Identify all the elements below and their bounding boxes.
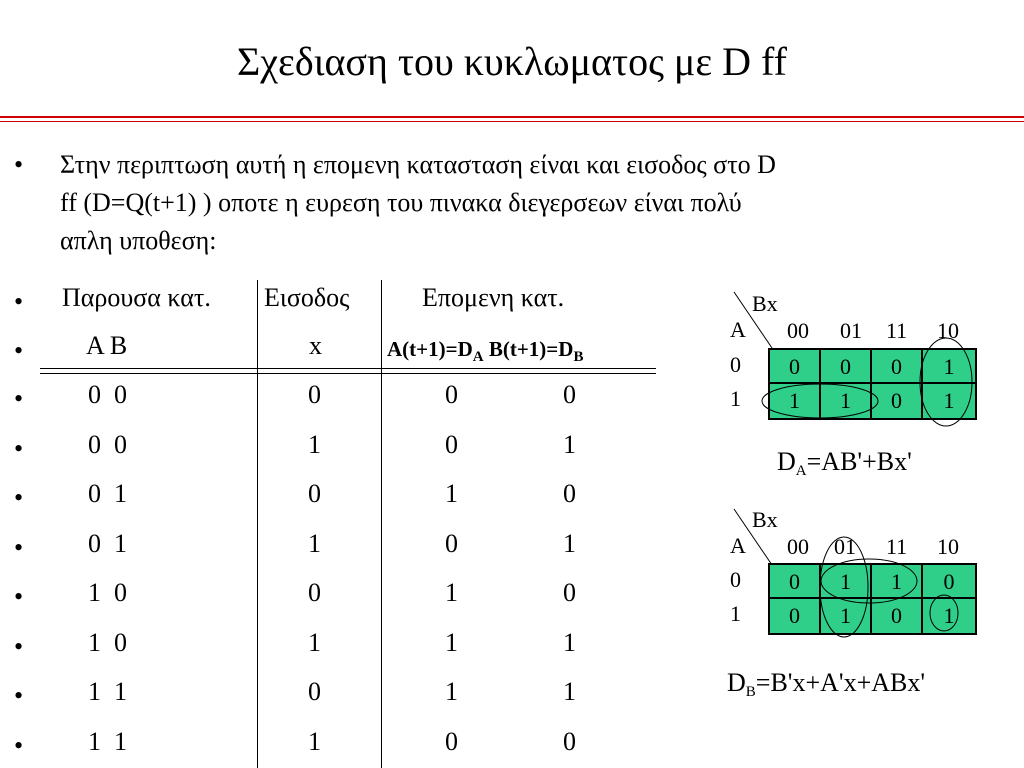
kmap-da-cell: 0 (820, 349, 871, 383)
table-cell-ab: 0 0 (88, 429, 127, 459)
kmap-db-bx-label: Bx (752, 507, 778, 532)
bullet-dot: • (14, 730, 24, 760)
slide-title: Σχεδιαση του κυκλωματος με D ff (237, 39, 787, 84)
table-cell-ab: 1 1 (88, 677, 127, 706)
title-rule (0, 116, 1024, 118)
kmap-da-cell: 1 (769, 383, 820, 419)
table-rule-top (40, 368, 656, 369)
kmap-db-col-11: 11 (886, 534, 908, 559)
bullet-dot: • (14, 582, 24, 611)
bullet-dot: • (14, 681, 24, 710)
kmap-da-equation (777, 447, 912, 480)
kmap-da-col-10: 10 (937, 318, 959, 343)
table-cell-db: 1 (563, 528, 576, 558)
kmap-da-cell: 1 (922, 383, 976, 419)
table-cell-x: 0 (308, 677, 321, 706)
col-header-db-sub: B (573, 349, 584, 365)
eq-da-rest: =AB'+Bx' (806, 447, 912, 476)
kmap-da-a-label: A (730, 317, 746, 342)
kmap-da-bx-label: Bx (752, 291, 778, 316)
bullet-dot: • (14, 150, 24, 179)
table-cell-da: 1 (445, 627, 458, 657)
kmap-da-cell: 0 (769, 349, 820, 383)
kmap-db-cell: 1 (820, 564, 871, 598)
header-present-state: Παρουσα κατ. (62, 283, 211, 312)
intro-line-2: ff (D=Q(t+1) ) οποτε η ευρεση του πινακα διεγερσεων είναι πολύ (60, 188, 742, 217)
kmap-da-col-00: 00 (787, 318, 809, 343)
eq-da-main: D (777, 447, 796, 476)
eq-da-sub: A (795, 463, 807, 479)
bullet-dot: • (14, 287, 24, 316)
kmap-db-col-10: 10 (937, 534, 959, 559)
kmap-db-cell: 0 (922, 564, 976, 598)
table-cell-db: 1 (563, 429, 576, 459)
eq-db-main: D (727, 668, 746, 697)
col-header-da-sub: A (472, 349, 484, 365)
col-header-ab: A B (86, 331, 128, 360)
kmap-da-col-11: 11 (886, 318, 908, 343)
table-cell-db: 1 (563, 677, 576, 706)
col-header-da: A(t+1)=D (387, 337, 473, 361)
kmap-da-cell: 1 (820, 383, 871, 419)
col-header-next (387, 337, 583, 366)
bullet-dot: • (14, 483, 24, 512)
kmap-db-cell: 1 (871, 564, 922, 598)
table-rule-bottom (40, 373, 656, 374)
kmap-db-a-label: A (730, 533, 746, 558)
kmap-db-cell: 1 (820, 598, 871, 634)
kmap-db-col-00: 00 (787, 534, 809, 559)
table-cell-ab: 1 1 (88, 726, 127, 756)
eq-db-rest: =B'x+A'x+ABx' (755, 668, 926, 697)
kmap-db-cell: 1 (922, 598, 976, 634)
table-cell-x: 1 (308, 429, 321, 459)
table-cell-x: 0 (308, 479, 321, 508)
kmap-da-cell: 0 (871, 383, 922, 419)
table-divider-2 (381, 280, 382, 768)
intro-line-1: Στην περιπτωση αυτή η επομενη κατασταση είναι και εισοδος στο D (60, 150, 776, 179)
table-cell-db: 1 (563, 627, 576, 657)
title-rule-thin (0, 121, 1024, 122)
kmap-da-cell: 1 (922, 349, 976, 383)
header-input: Εισοδος (264, 283, 350, 312)
table-cell-db: 0 (563, 479, 576, 508)
kmap-db-equation (727, 668, 925, 701)
table-cell-da: 0 (445, 380, 458, 409)
table-cell-db: 0 (563, 578, 576, 607)
table-cell-da: 1 (445, 677, 458, 706)
table-cell-x: 0 (308, 380, 321, 409)
kmap-da-row-0: 0 (730, 352, 741, 377)
bullet-dot: • (14, 433, 24, 463)
intro-line-3: απλη υποθεση: (60, 226, 217, 255)
bullet-dot: • (14, 631, 24, 661)
kmap-da-row-1: 1 (730, 386, 741, 411)
eq-db-sub: B (745, 684, 756, 700)
table-cell-da: 0 (445, 528, 458, 558)
table-cell-da: 0 (445, 429, 458, 459)
table-cell-ab: 1 0 (88, 578, 127, 607)
kmap-db-groupings (760, 535, 990, 645)
bullet-dot: • (14, 384, 24, 413)
kmap-db-row-1: 1 (730, 601, 741, 626)
table-cell-ab: 0 0 (88, 380, 127, 409)
table-cell-db: 0 (563, 380, 576, 409)
kmap-db-row-0: 0 (730, 567, 741, 592)
table-cell-x: 1 (308, 627, 321, 657)
table-cell-da: 1 (445, 578, 458, 607)
bullet-dot: • (14, 532, 24, 562)
table-cell-da: 1 (445, 479, 458, 508)
kmap-da-groupings (760, 330, 990, 430)
table-cell-ab: 1 0 (88, 627, 127, 657)
table-cell-x: 0 (308, 578, 321, 607)
intro-paragraph (60, 146, 1020, 260)
kmap-db-cell: 0 (871, 598, 922, 634)
kmap-da-col-01: 01 (840, 318, 862, 343)
col-header-db: B(t+1)=D (483, 337, 574, 361)
kmap-db-cell: 0 (769, 564, 820, 598)
table-cell-ab: 0 1 (88, 528, 127, 558)
kmap-db-cell: 0 (769, 598, 820, 634)
header-next-state: Επομενη κατ. (422, 283, 565, 312)
bullet-dot: • (14, 336, 24, 365)
kmap-db-col-01: 01 (834, 534, 856, 559)
table-cell-x: 1 (308, 726, 321, 756)
table-cell-x: 1 (308, 528, 321, 558)
table-cell-ab: 0 1 (88, 479, 127, 508)
table-divider-1 (257, 280, 258, 768)
kmap-da-cell: 0 (871, 349, 922, 383)
table-cell-db: 0 (563, 726, 576, 756)
col-header-x: x (309, 331, 322, 360)
table-cell-da: 0 (445, 726, 458, 756)
